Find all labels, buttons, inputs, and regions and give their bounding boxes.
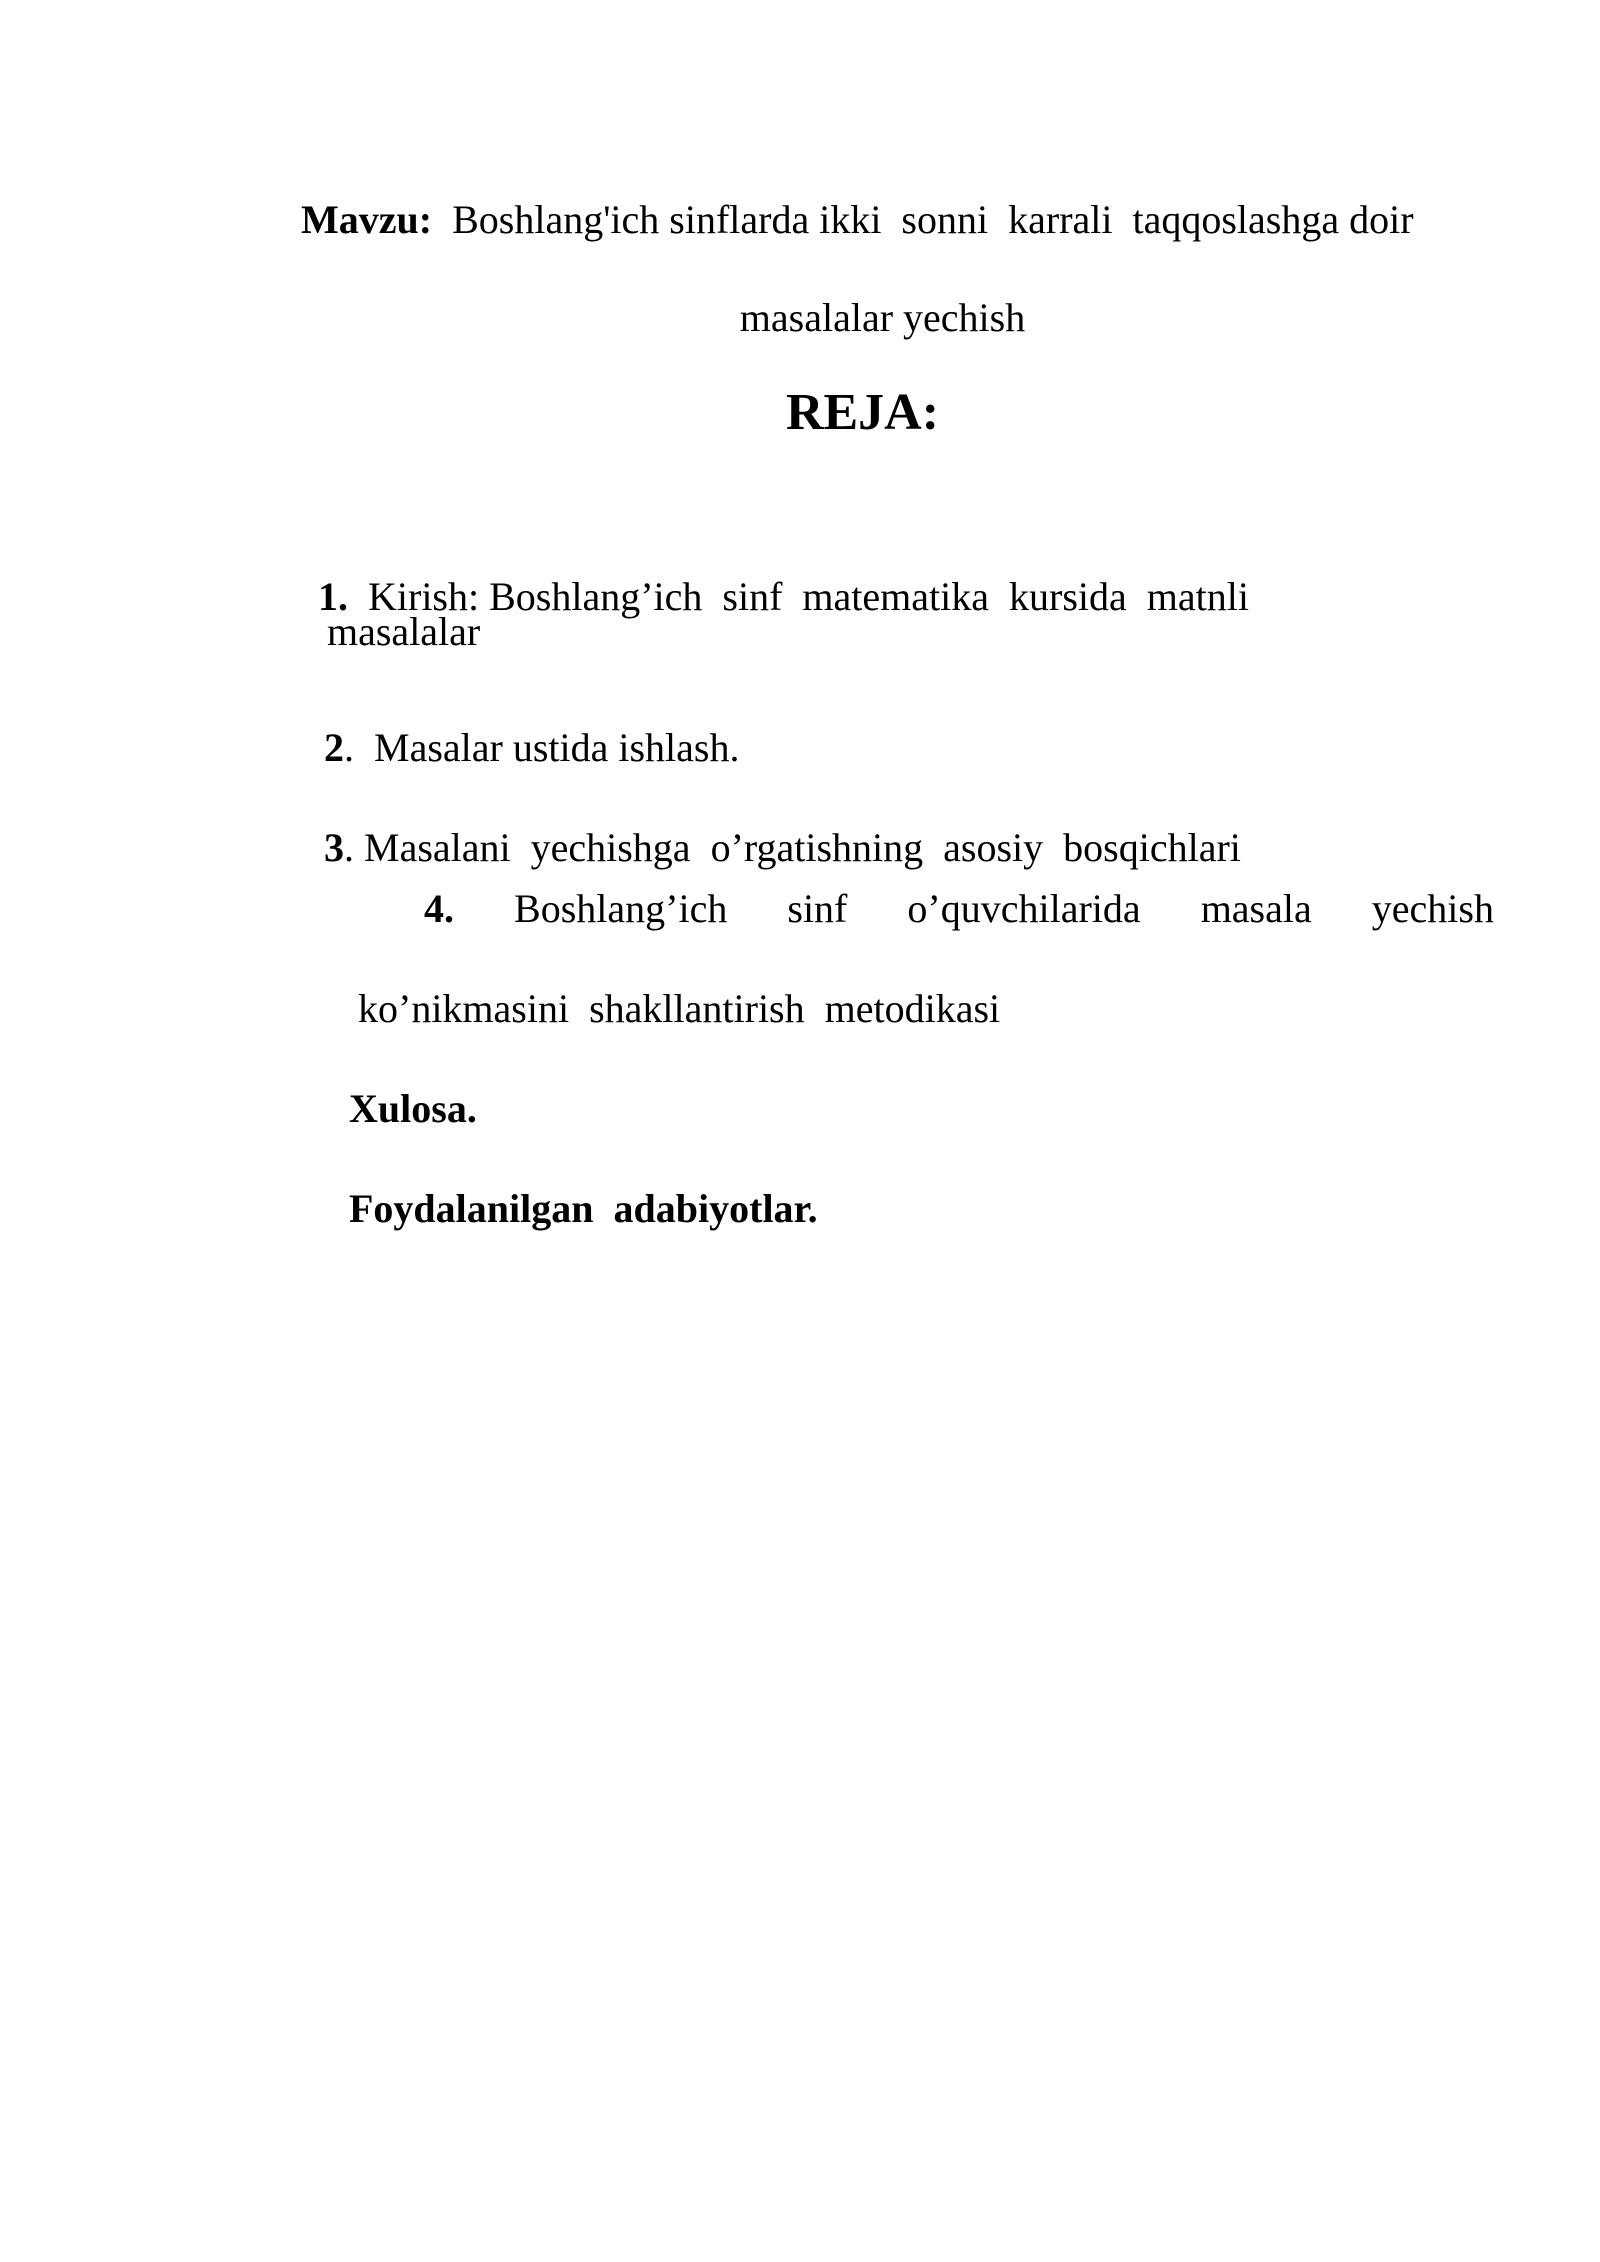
plan-item-4-continuation: ko’nikmasini shakllantirish metodikasi xyxy=(358,986,1001,1031)
topic-line-2 xyxy=(0,258,1600,378)
plan-item-4-number: 4. xyxy=(424,886,454,931)
plan-item-1-text: Kirish: Boshlang’ich sinf matematika kursida matnli xyxy=(368,574,1249,619)
conclusion-heading: Xulosa. xyxy=(349,1086,477,1131)
plan-item-3-number: 3 xyxy=(324,825,344,870)
plan-heading: REJA: xyxy=(785,384,940,441)
plan-item-4-word: sinf xyxy=(787,886,848,931)
topic-text-line-1: Boshlang'ich sinflarda ikki sonni karrali taqqoslashga doir xyxy=(452,197,1414,242)
plan-item-4-word: o’quvchilarida xyxy=(907,886,1141,931)
plan-item-4-word: yechish xyxy=(1371,886,1494,931)
plan-item-3: 3. Masalani yechishga o’rgatishning asosiy bosqichlari xyxy=(324,825,1241,870)
plan-item-2: 2. Masalar ustida ishlash. xyxy=(324,725,740,770)
plan-item-2-text: Masalar ustida ishlash. xyxy=(374,725,740,770)
plan-item-4-word: Boshlang’ich xyxy=(514,886,728,931)
plan-item-3-text: Masalani yechishga o’rgatishning asosiy bosqichlari xyxy=(364,825,1241,870)
references-heading: Foydalanilgan adabiyotlar. xyxy=(349,1186,818,1231)
plan-item-4-word: masala xyxy=(1200,886,1312,931)
plan-item-2-number: 2 xyxy=(324,725,344,770)
plan-item-1-continuation: masalalar xyxy=(327,609,481,654)
plan-item-4 xyxy=(424,886,1494,931)
plan-item-1-number: 1. xyxy=(318,574,348,619)
topic-text-line-2: masalalar yechish xyxy=(739,295,1026,340)
topic-label: Mavzu: xyxy=(301,197,433,242)
